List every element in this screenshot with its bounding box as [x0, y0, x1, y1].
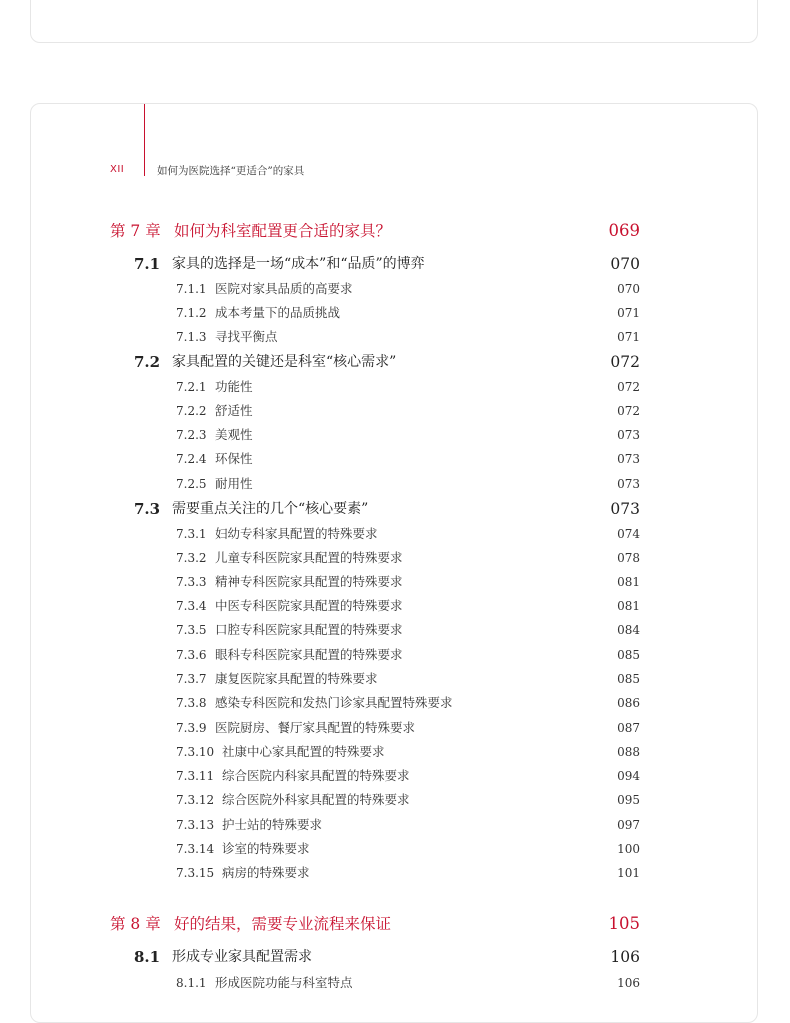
toc-entry-title: 综合医院外科家具配置的特殊要求 [222, 792, 410, 807]
toc-sub-row[interactable] [0, 570, 790, 594]
toc-entry-title: 寻找平衡点 [215, 329, 278, 344]
toc-entry-page: 073 [617, 477, 640, 491]
toc-entry-number: 7.1 [134, 255, 161, 273]
toc-entry-number: 7.3.5 [176, 623, 207, 637]
toc-entry-title: 家具的选择是一场“成本”和“品质”的博弈 [172, 256, 425, 272]
toc-entry-page: 078 [617, 551, 640, 565]
page-number-roman: XII [110, 164, 125, 175]
toc-entry-page: 097 [617, 818, 640, 832]
toc-entry-title: 精神专科医院家具配置的特殊要求 [215, 574, 403, 589]
toc-entry-page: 081 [617, 575, 640, 589]
toc-entry-title: 环保性 [215, 451, 253, 466]
toc-entry-page: 072 [617, 404, 640, 418]
toc-entry-page: 095 [617, 793, 640, 807]
toc-section-row[interactable] [0, 252, 790, 276]
toc-entry-title: 家具配置的关键还是科室“核心需求” [172, 354, 397, 370]
toc-sub-row[interactable] [0, 691, 790, 715]
toc-entry-title: 舒适性 [215, 403, 253, 418]
toc-entry-page: 070 [617, 282, 640, 296]
toc-sub-row[interactable] [0, 301, 790, 325]
toc-entry-page: 086 [617, 696, 640, 710]
toc-sub-row[interactable] [0, 472, 790, 496]
toc-entry-number: 8.1 [134, 948, 161, 966]
toc-entry-number: 7.3.15 [176, 866, 215, 880]
toc-entry-number: 7.3.13 [176, 818, 215, 832]
toc-entry-page: 069 [608, 221, 640, 240]
toc-entry-page: 100 [617, 842, 640, 856]
toc-sub-row[interactable] [0, 447, 790, 471]
toc-entry-number: 7.2.1 [176, 380, 207, 394]
toc-entry-number: 7.1.1 [176, 282, 207, 296]
toc-entry-number: 7.3.3 [176, 575, 207, 589]
toc-sub-row[interactable] [0, 546, 790, 570]
toc-entry-title: 儿童专科医院家具配置的特殊要求 [215, 550, 403, 565]
toc-entry-page: 085 [617, 648, 640, 662]
toc-entry-number: 第 7 章 [110, 222, 161, 240]
toc-entry-number: 7.3.14 [176, 842, 215, 856]
toc-entry-title: 社康中心家具配置的特殊要求 [222, 744, 385, 759]
toc-entry-title: 形成医院功能与科室特点 [215, 975, 353, 990]
toc-entry-title: 美观性 [215, 427, 253, 442]
toc-entry-title: 口腔专科医院家具配置的特殊要求 [215, 622, 403, 637]
toc-entry-number: 7.3.7 [176, 672, 207, 686]
toc-entry-number: 7.1.2 [176, 306, 207, 320]
toc-entry-number: 7.2.4 [176, 452, 207, 466]
toc-entry-page: 101 [617, 866, 640, 880]
toc-entry-title: 综合医院内科家具配置的特殊要求 [222, 768, 410, 783]
toc-sub-row[interactable] [0, 277, 790, 301]
toc-sub-row[interactable] [0, 325, 790, 349]
toc-entry-title: 护士站的特殊要求 [222, 817, 323, 832]
toc-entry-number: 7.3.11 [176, 769, 215, 783]
toc-entry-title: 康复医院家具配置的特殊要求 [215, 671, 378, 686]
toc-entry-page: 073 [617, 428, 640, 442]
toc-entry-title: 耐用性 [215, 476, 253, 491]
toc-entry-number: 7.3.10 [176, 745, 215, 759]
toc-entry-title: 需要重点关注的几个“核心要素” [172, 501, 369, 517]
toc-entry-number: 7.3.12 [176, 793, 215, 807]
toc-entry-title: 医院厨房、餐厅家具配置的特殊要求 [215, 720, 416, 735]
toc-entry-number: 7.2.5 [176, 477, 207, 491]
toc-entry-page: 073 [617, 452, 640, 466]
toc-sub-row[interactable] [0, 861, 790, 885]
toc-entry-page: 106 [610, 948, 640, 966]
toc-chapter-row[interactable] [0, 219, 790, 243]
toc-sub-row[interactable] [0, 618, 790, 642]
toc-entry-title: 好的结果，需要专业流程来保证 [174, 915, 392, 933]
toc-sub-row[interactable] [0, 375, 790, 399]
book-title: 如何为医院选择“更适合”的家具 [157, 165, 305, 177]
toc-entry-page: 070 [610, 255, 640, 273]
toc-sub-row[interactable] [0, 594, 790, 618]
toc-sub-row[interactable] [0, 399, 790, 423]
toc-sub-row[interactable] [0, 813, 790, 837]
toc-sub-row[interactable] [0, 643, 790, 667]
toc-entry-title: 中医专科医院家具配置的特殊要求 [215, 598, 403, 613]
toc-entry-page: 072 [617, 380, 640, 394]
toc-entry-title: 成本考量下的品质挑战 [215, 305, 341, 320]
toc-entry-title: 功能性 [215, 379, 253, 394]
toc-entry-number: 第 8 章 [110, 915, 161, 933]
toc-sub-row[interactable] [0, 716, 790, 740]
toc-sub-row[interactable] [0, 740, 790, 764]
toc-entry-page: 105 [608, 914, 640, 933]
header-divider [144, 104, 145, 176]
toc-entry-number: 7.3.8 [176, 696, 207, 710]
toc-entry-page: 073 [610, 500, 640, 518]
toc-entry-page: 081 [617, 599, 640, 613]
toc-entry-number: 8.1.1 [176, 976, 207, 990]
toc-entry-number: 7.2.2 [176, 404, 207, 418]
toc-entry-number: 7.3.9 [176, 721, 207, 735]
previous-page-card [30, 0, 758, 43]
toc-entry-page: 087 [617, 721, 640, 735]
toc-entry-page: 085 [617, 672, 640, 686]
toc-entry-title: 如何为科室配置更合适的家具？ [174, 222, 392, 240]
toc-entry-page: 071 [617, 306, 640, 320]
toc-sub-row[interactable] [0, 837, 790, 861]
toc-entry-title: 诊室的特殊要求 [222, 841, 310, 856]
toc-entry-title: 病房的特殊要求 [222, 865, 310, 880]
toc-entry-number: 7.3 [134, 500, 161, 518]
toc-chapter-row[interactable] [0, 912, 790, 936]
toc-entry-number: 7.3.6 [176, 648, 207, 662]
toc-entry-title: 感染专科医院和发热门诊家具配置特殊要求 [215, 695, 453, 710]
toc-entry-page: 106 [617, 976, 640, 990]
toc-entry-number: 7.3.1 [176, 527, 207, 541]
toc-entry-number: 7.1.3 [176, 330, 207, 344]
toc-entry-title: 形成专业家具配置需求 [172, 949, 312, 965]
toc-entry-number: 7.3.2 [176, 551, 207, 565]
toc-entry-title: 医院对家具品质的高要求 [215, 281, 353, 296]
toc-sub-row[interactable] [0, 788, 790, 812]
toc-section-row[interactable] [0, 350, 790, 374]
toc-sub-row[interactable] [0, 667, 790, 691]
toc-entry-page: 072 [610, 353, 640, 371]
toc-entry-page: 088 [617, 745, 640, 759]
toc-section-row[interactable] [0, 945, 790, 969]
toc-entry-title: 妇幼专科家具配置的特殊要求 [215, 526, 378, 541]
toc-sub-row[interactable] [0, 971, 790, 995]
toc-section-row[interactable] [0, 497, 790, 521]
toc-entry-number: 7.2.3 [176, 428, 207, 442]
toc-entry-number: 7.3.4 [176, 599, 207, 613]
toc-sub-row[interactable] [0, 423, 790, 447]
toc-sub-row[interactable] [0, 522, 790, 546]
toc-entry-page: 084 [617, 623, 640, 637]
toc-entry-page: 074 [617, 527, 640, 541]
toc-entry-page: 094 [617, 769, 640, 783]
toc-entry-title: 眼科专科医院家具配置的特殊要求 [215, 647, 403, 662]
toc-entry-number: 7.2 [134, 353, 161, 371]
toc-entry-page: 071 [617, 330, 640, 344]
toc-sub-row[interactable] [0, 764, 790, 788]
